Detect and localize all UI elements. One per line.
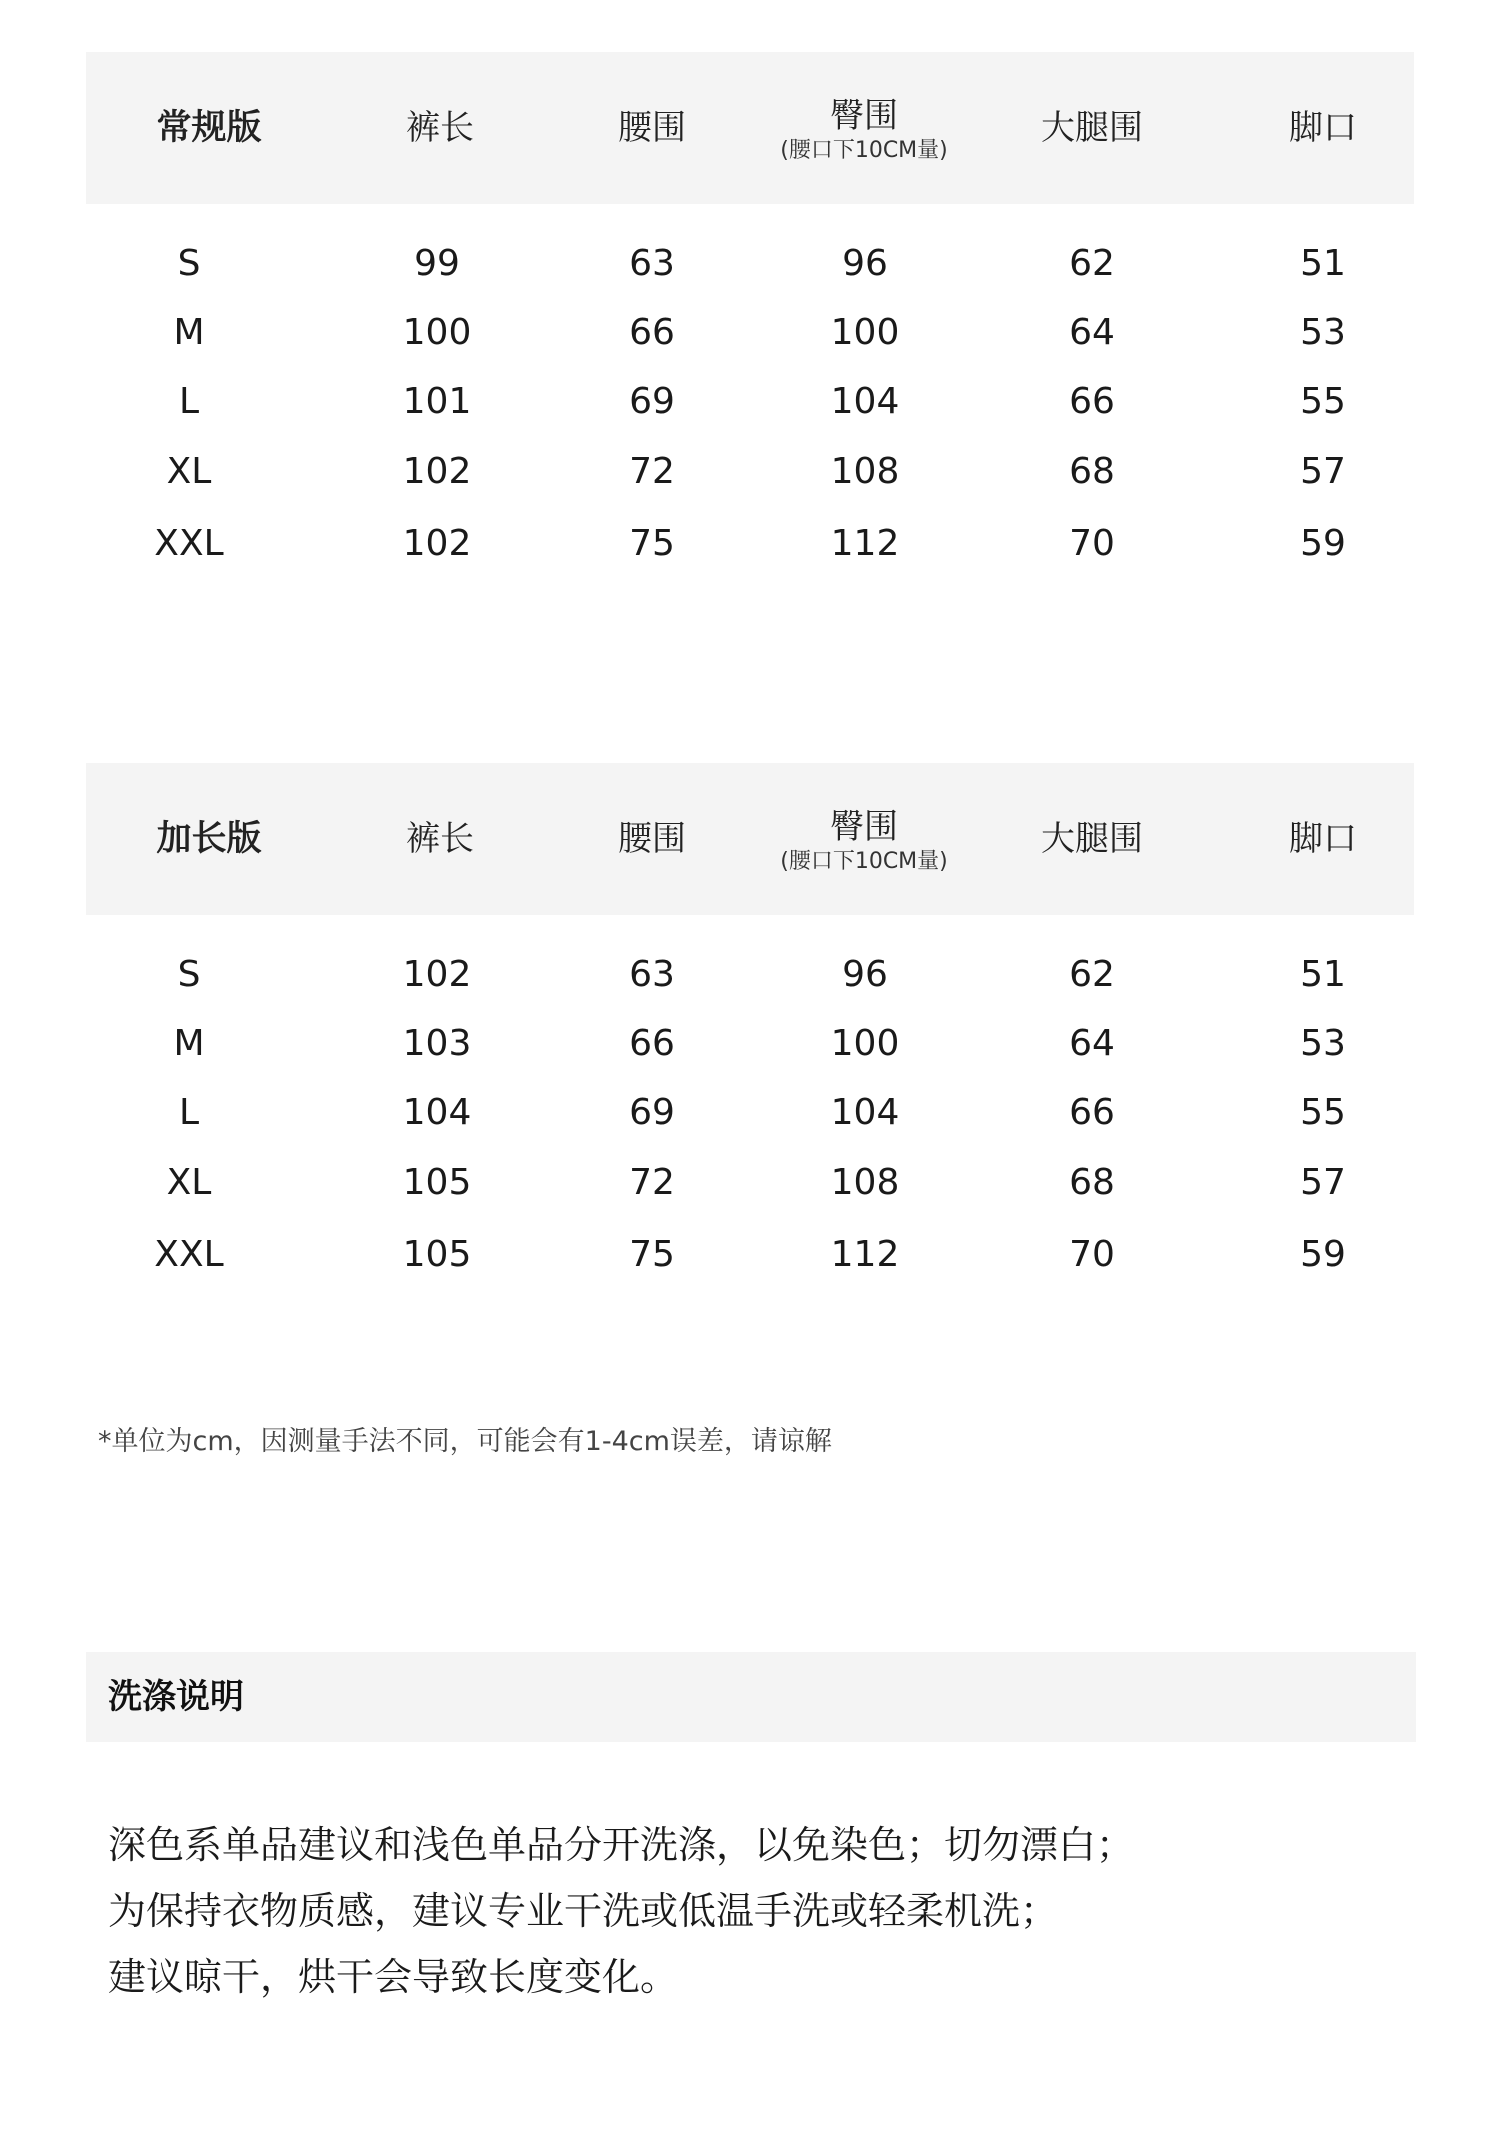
value-cell: 105 [402, 1162, 472, 1203]
value-cell: 96 [842, 954, 888, 995]
wash-instructions [108, 1812, 1408, 2010]
header-label: 裤长 [406, 108, 474, 148]
size-cell: XXL [154, 1234, 224, 1275]
size-cell: S [177, 243, 201, 284]
value-cell: 75 [629, 523, 675, 564]
wash-line: 建议晾干，烘干会导致长度变化。 [108, 1955, 679, 1999]
header-label: 臀围 [829, 807, 898, 847]
value-cell: 57 [1300, 451, 1346, 492]
header-cell-length [406, 52, 474, 204]
value-cell: 68 [1069, 1162, 1115, 1203]
table-row [86, 234, 1414, 294]
value-cell: 64 [1069, 312, 1115, 353]
value-cell: 104 [830, 381, 900, 422]
table-row [86, 1014, 1414, 1074]
header-cell-waist [618, 52, 686, 204]
value-cell: 55 [1300, 381, 1346, 422]
header-label: 脚口 [1289, 819, 1357, 859]
wash-line: 为保持衣物质感，建议专业干洗或低温手洗或轻柔机洗； [108, 1889, 1059, 1933]
value-cell: 66 [1069, 1092, 1115, 1133]
value-cell: 108 [830, 1162, 900, 1203]
value-cell: 62 [1069, 243, 1115, 284]
header-label: 大腿围 [1041, 819, 1143, 859]
value-cell: 102 [402, 451, 472, 492]
table-row [86, 1153, 1414, 1213]
value-cell: 102 [402, 523, 472, 564]
table-body [86, 915, 1414, 1275]
header-label: 脚口 [1289, 108, 1357, 148]
value-cell: 72 [629, 1162, 675, 1203]
value-cell: 53 [1300, 312, 1346, 353]
size-cell: XL [166, 1162, 212, 1203]
value-cell: 101 [402, 381, 472, 422]
value-cell: 100 [830, 1023, 900, 1064]
value-cell: 100 [402, 312, 472, 353]
value-cell: 99 [414, 243, 460, 284]
header-cell-waist [618, 763, 686, 915]
value-cell: 63 [629, 243, 675, 284]
header-cell-hip [780, 52, 948, 204]
table-row [86, 1225, 1414, 1285]
size-cell: XXL [154, 523, 224, 564]
table-row [86, 514, 1414, 574]
table-row [86, 442, 1414, 502]
value-cell: 104 [402, 1092, 472, 1133]
table-row [86, 945, 1414, 1005]
header-cell-thigh [1041, 763, 1143, 915]
value-cell: 66 [1069, 381, 1115, 422]
size-cell: XL [166, 451, 212, 492]
header-cell-thigh [1041, 52, 1143, 204]
header-label: 臀围 [829, 96, 898, 136]
header-cell-hem [1289, 763, 1357, 915]
value-cell: 104 [830, 1092, 900, 1133]
header-cell-version [156, 763, 261, 915]
size-cell: S [177, 954, 201, 995]
wash-section-header [86, 1652, 1416, 1742]
header-cell-hem [1289, 52, 1357, 204]
header-sublabel: (腰口下10CM量) [780, 138, 948, 163]
size-cell: M [173, 1023, 205, 1064]
wash-section-title: 洗涤说明 [108, 1677, 244, 1717]
size-cell: L [178, 1092, 200, 1133]
table-header [86, 763, 1414, 915]
header-label: 腰围 [618, 819, 686, 859]
size-table-regular [86, 52, 1414, 564]
value-cell: 66 [629, 1023, 675, 1064]
value-cell: 51 [1300, 954, 1346, 995]
value-cell: 62 [1069, 954, 1115, 995]
value-cell: 51 [1300, 243, 1346, 284]
table-row [86, 372, 1414, 432]
value-cell: 57 [1300, 1162, 1346, 1203]
value-cell: 59 [1300, 1234, 1346, 1275]
value-cell: 100 [830, 312, 900, 353]
value-cell: 55 [1300, 1092, 1346, 1133]
header-cell-version [156, 52, 261, 204]
header-label: 裤长 [406, 819, 474, 859]
value-cell: 108 [830, 451, 900, 492]
wash-line: 深色系单品建议和浅色单品分开洗涤，以免染色；切勿漂白； [108, 1823, 1135, 1867]
size-table-long [86, 763, 1414, 1275]
size-cell: L [178, 381, 200, 422]
table-body [86, 204, 1414, 564]
value-cell: 112 [830, 1234, 900, 1275]
value-cell: 66 [629, 312, 675, 353]
value-cell: 96 [842, 243, 888, 284]
value-cell: 59 [1300, 523, 1346, 564]
value-cell: 63 [629, 954, 675, 995]
table-row [86, 303, 1414, 363]
header-cell-hip [780, 763, 948, 915]
table-header [86, 52, 1414, 204]
value-cell: 75 [629, 1234, 675, 1275]
value-cell: 68 [1069, 451, 1115, 492]
header-sublabel: (腰口下10CM量) [780, 849, 948, 874]
header-label: 加长版 [156, 819, 262, 859]
size-cell: M [173, 312, 205, 353]
header-label: 常规版 [156, 108, 262, 148]
value-cell: 70 [1069, 523, 1115, 564]
value-cell: 105 [402, 1234, 472, 1275]
value-cell: 53 [1300, 1023, 1346, 1064]
value-cell: 112 [830, 523, 900, 564]
value-cell: 103 [402, 1023, 472, 1064]
header-label: 腰围 [618, 108, 686, 148]
value-cell: 64 [1069, 1023, 1115, 1064]
value-cell: 102 [402, 954, 472, 995]
measurement-note: *单位为cm，因测量手法不同，可能会有1-4cm误差，请谅解 [98, 1426, 832, 1457]
value-cell: 69 [629, 381, 675, 422]
header-cell-length [406, 763, 474, 915]
value-cell: 72 [629, 451, 675, 492]
header-label: 大腿围 [1041, 108, 1143, 148]
value-cell: 69 [629, 1092, 675, 1133]
value-cell: 70 [1069, 1234, 1115, 1275]
table-row [86, 1083, 1414, 1143]
